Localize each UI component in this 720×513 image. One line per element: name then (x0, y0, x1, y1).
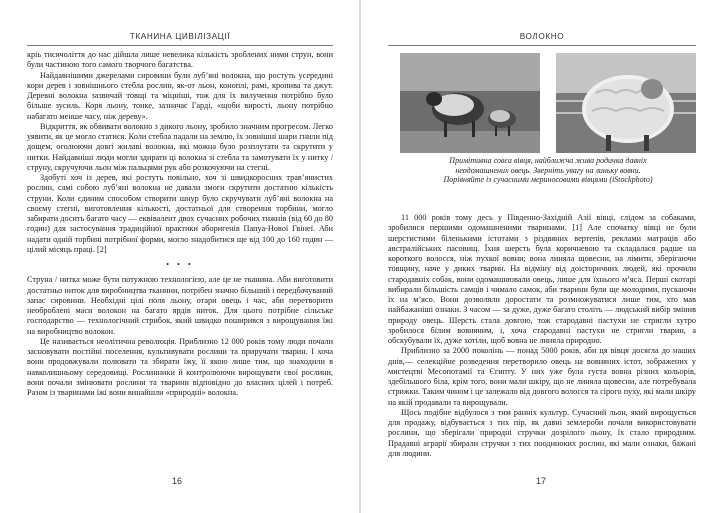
figure-caption (402, 156, 694, 185)
paragraph: Приблизно за 2000 поколінь — понад 5000 років, аби ця вівця досягла до наших днів,— селекційне розведення перетворило овець на вовняних істот, зображених у мистецтві Месопотамії та Єгипту. У них уже була густа вовна різних кольорів, здебільшого біла, крім того, вони мали шкіру, що не линяла щовесни, але потребувала стрижки. Таким чином і це залежало від довгого волосся та сірого пуху, які мали шкіру на якій продавали та вирощували. (388, 346, 696, 407)
section-separator: • • • (166, 260, 194, 269)
paragraph: Струна / нитка може бути потужною технологією, але це не тканина. Аби виготовити достатньо ниток для виробництва тканини, потрібен значно більший і передбачуваний запас сировини. Необхідні цілі поля льону, отари овець і час, аби перетворити необроблені маси волокон на багато ярдів ниток. Для цього потрібне сільське господарство — технологічний стрибок, який швидко поширився з вирощування їжі на виробництво волокон. (27, 275, 333, 336)
right-page (362, 0, 720, 513)
page-number: 16 (172, 476, 183, 486)
photo-row (400, 53, 696, 153)
merino-sheep-photo (556, 53, 696, 153)
page-text (388, 213, 696, 459)
paragraph: Здобуті хоч із дерев, які ростуть повільно, хоч зі швидкоросних травʼянистих рослин, самі собою лубʼяні волокна не давали змоги скрутити достатню кількість струни. Коли єдиним способом створити шнур було скручувати лубʼяні волокна на своєму стегні, виготовлення кількості, достатньої для створення торбини, могло забирати досить багато часу — еквівалент двох сучасних робочих тижнів (від 60 до 80 годин) для застосування традиційної практики аборигенів Папуа-Нової Гвінеї. Аби надати одній торбині потрібної форми, могло знадобитися ще від 100 до 160 годин — цілий місяць праці. [2] (27, 173, 333, 254)
caption-line: Примітивна совєа вівця, найближча жива родичка давніх (449, 156, 647, 165)
paragraph: кріь тисячоліття до нас дійшла лише невелика кількість зроблених ними струн, вони були частиною того самого творчого багатства. (27, 50, 333, 70)
paragraph: Найдавнішими джерелами сировини були лубʼяні волокна, що ростуть усередині кори дерев і зовнішнього стебла рослин, як-от льон, коноплі, рамі, кропива та джут. Деревні волокна зазвичай товщі та міцніші, тож для їх вилучення потрібно було більше зусиль. Коря льону, тонке, зазначає Гарді, «щоби виростi, льону потрібно набагато менше часу, ніж дереву». (27, 70, 333, 121)
caption-line: неодомашнених овець. Зверніть увагу на линьку вовни. (455, 165, 641, 175)
page-number: 17 (536, 476, 547, 486)
left-page (0, 0, 358, 513)
paragraph: Відкриття, як обвивати волокно з дикого льону, зробило значним прогресом. Легко уявити, як це могло статися. Коли стебла падали на землю, їх зовнішні шари гнили під дощем, оголюючи довгі жилаві волокна, які можна було розплутати та скрутити у нитки. Найдавніші люди могли здирати ці волокна зі стебла та замотувати їх у нитку / струну, скручуючи льон між пальцями рук або розкочуючи на стегні. (27, 121, 333, 172)
primitive-sheep-photo (400, 53, 540, 153)
running-header: ВОЛОКНО (519, 32, 565, 41)
paragraph: 11 000 років тому десь у Південно-Західній Азії вівці, слідом за собаками, зробилися першими одомашненими тваринами. [1] Але спочатку вівці не були шерстистими біленькими істотами з різдвяних вертепів, реклами матраців або австралійських пасовищ. Їхня шерсть була коричневою та складалася радше на короткого волосся, ніж пухкої вовни; вона линяла щовесни, на лімити, зберігаючи товщину, наче у диких тварин. На відміну від доісторичних людей, які прочили стародавніх собак, вони одомашнювали овець, лише для їхнього мʼяса. Першi скотарі вибирали більшість самців і чимало самок, аби тварини були ще молодими, пускаючи їх на мʼясо. Вони дозволяли доростати та розмножуватися лише тим, хто мав найбажаніші ознаки. З часом — за дуже, дуже багато століть — людський вибір змінив природу овець. Шерсть стала довгою, тож стародавні пастухи не стригли хутро зробилося білим вовняним, і, хоча стародавні пастухи не стригли тварин, а обскубували їх, дуже хотіли, щоб вовна не линяла природно. (388, 213, 696, 345)
page-text (27, 50, 333, 398)
book-gutter (359, 0, 361, 513)
paragraph: Це називається неолітична революція. Приблизно 12 000 років тому люди почали засновувати постійні поселення, культивувати рослини та приручати тварин. І хоча вони продовжували полювати та збирати їжу, її якою лише тим, що знаходили в навколишньому середовищі. Рослинники й контролюючи вирощувати свої рослини, вони почали змінювати рослини та тварини відповідно до власних цілей і потреб. Разом із тваринами їжі вони винайшли «природні» волокна. (27, 336, 333, 397)
header-rule (388, 45, 696, 46)
header-rule (27, 45, 333, 46)
caption-line: Порівняйте із сучасними мериносовими вівцями (iStockphoto) (443, 175, 653, 185)
running-header: ТКАНИНА ЦИВІЛІЗАЦІЇ (129, 32, 231, 41)
paragraph: Щось подібне відбулося з тим ранніх культур. Сучасний льон, який вирощується для продажу, відбувається з тих пір, як давні землероби почали використовувати рослини, що зберігали природні стручки дозрілого льону, їх стало природним. Прадавні аграрії збирали стручки з тих поодиноких рослин, які мали ознаки, бажані для людини. (388, 407, 696, 458)
